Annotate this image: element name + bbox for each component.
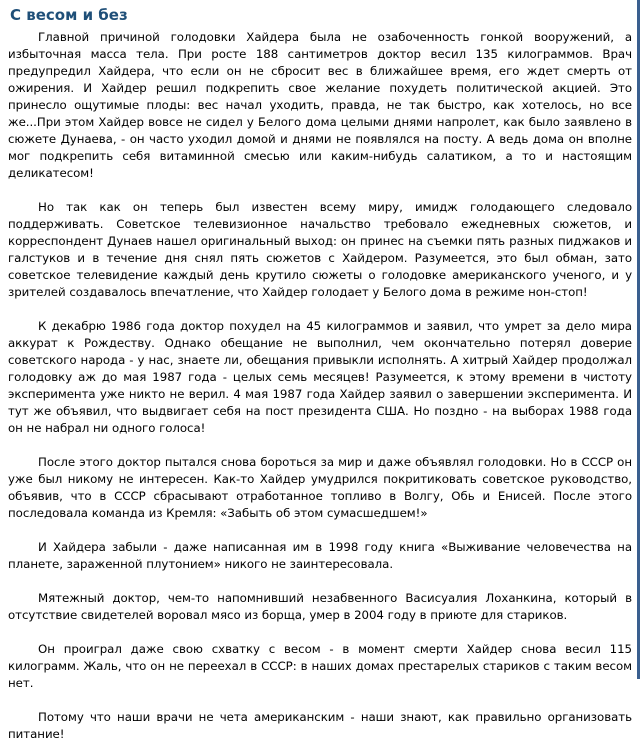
article-paragraph-4: После этого доктор пытался снова бороться за мир и даже объявлял голодовки. Но в СССР он уже был никому не интересен. Как-то Хайдер умудрился покритиковать советское руководство, объявив, что в СССР сбрасывают отработанное топливо в Волгу, Обь и Енисей. После этого последовала команда из Кремля: «Забыть об этом сумасшедшем!» (8, 455, 632, 520)
article-paragraph-2: Но так как он теперь был известен всему миру, имидж голодающего следовало поддерживать. Советское телевизионное начальство требовало ежедневных сюжетов, и корреспондент Дунаев нашел оригинальный выход: он принес на съемки пять разных пиджаков и галстуков и в течение дня снял пять сюжетов с Хайдером. Разумеется, это был обман, зато советское телевидение каждый день крутило сюжеты о голодовке американского ученого, и у зрителей создавалось впечатление, что Хайдер голодает у Белого дома в режиме нон-стоп! (8, 200, 632, 299)
article-paragraph-7: Он проиграл даже свою схватку с весом - в момент смерти Хайдер снова весил 115 килограмм. Жаль, что он не переехал в СССР: в наших домах престарелых стариков с таким весом нет. (8, 642, 632, 690)
article-paragraph-3: К декабрю 1986 года доктор похудел на 45 килограммов и заявил, что умрет за дело мира аккурат к Рождеству. Однако обещание не выполнил, чем окончательно потерял доверие советского народа - у нас, знаете ли, обещания привыкли исполнять. А хитрый Хайдер продолжал голодовку аж до мая 1987 года - целых семь месяцев! Разумеется, к этому времени в чистоту эксперимента уже никто не верил. 4 мая 1987 года Хайдер заявил о завершении эксперимента. И тут же объявил, что выдвигает себя на пост президента США. Но поздно - на выборах 1988 года он не набрал ни одного голоса! (8, 319, 632, 435)
article-paragraph-1: Главной причиной голодовки Хайдера была не озабоченность гонкой вооружений, а избыточная масса тела. При росте 188 сантиметров доктор весил 135 килограммов. Врач предупредил Хайдера, что если он не сбросит вес в ближайшее время, его ждет смерть от ожирения. И Хайдер решил подкрепить свое желание похудеть политической акцией. Это принесло ощутимые плоды: вес начал уходить, правда, не так быстро, как хотелось, но все же...При этом Хайдер вовсе не сидел у Белого дома целыми днями напролет, как было заявлено в сюжете Дунаева, - он часто уходил домой и днями не появлялся на посту. А ведь дома он вполне мог подкрепить себя витаминной смесью или каким-нибудь салатиком, а то и настоящим деликатесом! (8, 30, 632, 180)
article (8, 0, 632, 743)
article-paragraph-8: Потому что наши врачи не чета американским - наши знают, как правильно организовать питание! (8, 710, 632, 741)
article-paragraph-6: Мятежный доктор, чем-то напомнивший незабвенного Васисуалия Лоханкина, который в отсутствие свидетелей воровал мясо из борща, умер в 2004 году в приюте для стариков. (8, 591, 632, 622)
article-title: С весом и без (10, 6, 128, 24)
article-paragraph-5: И Хайдера забыли - даже написанная им в 1998 году книга «Выживание человечества на планете, зараженной плутонием» никого не заинтересовала. (8, 540, 632, 571)
